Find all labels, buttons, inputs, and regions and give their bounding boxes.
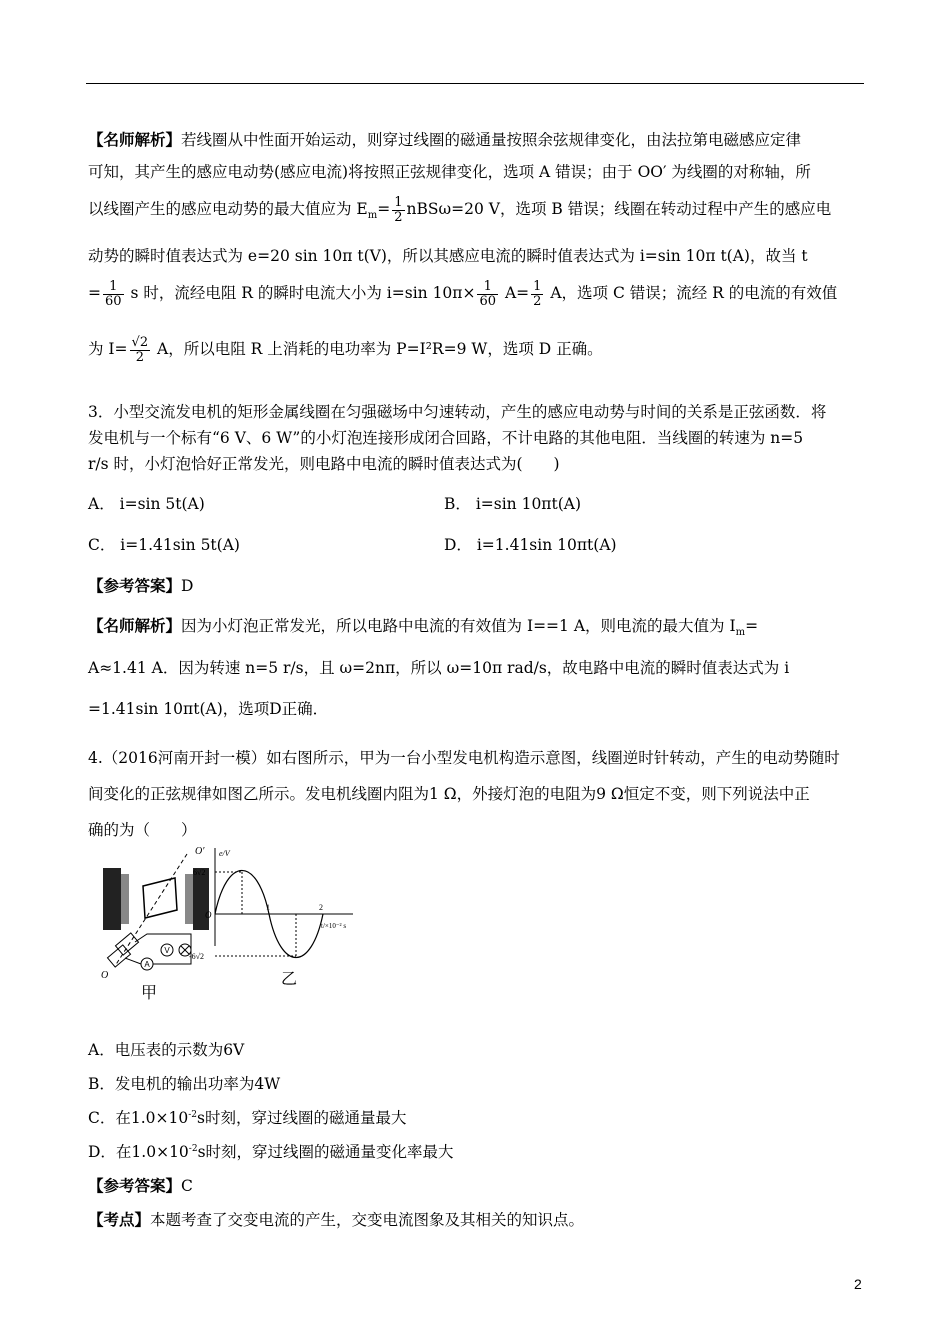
magnet-right [193,868,209,930]
magnet-left-pole [121,874,129,924]
denominator: 60 [105,293,122,309]
text: r/s 时，小灯泡恰好正常发光，则电路中电流的瞬时值表达式为( ) [88,455,560,473]
ammeter-label: A [144,960,150,969]
o-label: O [101,970,109,981]
text: 因为小灯泡正常发光，所以电路中电流的有效值为 I==1 A，则电流的最大值为 I [181,617,736,635]
q4-answer [88,1174,193,1196]
fraction [531,280,543,308]
q3-explain-line3 [88,697,328,719]
option-d: D． i=1.41sin 10πt(A) [444,536,617,554]
text: 确的为（ ） [88,821,197,839]
y-axis-label: e/V [219,849,230,858]
x-axis-label: t/×10⁻² s [321,922,347,930]
fraction [130,336,151,364]
text: nBSω=20 V，选项 B 错误；线圈在转动过程中产生的感应电 [406,200,832,219]
slip-ring [115,933,138,955]
subscript: m [367,210,378,222]
explain1-line3 [88,196,831,224]
q3-line2 [88,426,803,448]
text: 若线圈从中性面开始运动，则穿过线圈的磁通量按照余弦规律变化，由法拉第电磁感应定律 [181,131,802,149]
text: 为 I= [88,340,128,359]
explain1-line2 [88,160,811,182]
explain1-line5 [88,280,837,308]
q4-line1 [88,746,840,768]
denominator: 2 [394,209,403,225]
knowledge-heading: 【考点】 [88,1210,151,1229]
q4-option-c [88,1106,406,1128]
text: s时刻，穿过线圈的磁通量最大 [197,1109,407,1127]
option-a: A． i=sin 5t(A) [88,495,205,513]
y-max-label: 6√2 [193,868,206,877]
text: 以线圈产生的感应电动势的最大值应为 E [88,200,368,219]
text: A≈1.41 A．因为转速 n=5 r/s，且 ω=2nπ，所以 ω=10π rad/s，故电路中电流的瞬时值表达式为 i [88,659,790,677]
text: 可知，其产生的感应电动势(感应电流)将按照正弦规律变化，选项 A 错误；由于 OO′ 为线圈的对称轴，所 [88,163,811,181]
text: = [377,200,391,219]
o-prime-label: O′ [195,846,205,857]
text: A，所以电阻 R 上消耗的电功率为 P=I²R=9 W，选项 D 正确。 [152,340,603,359]
q3-options-ab [88,492,582,514]
answer-value: D [181,577,194,595]
denominator: 2 [135,349,144,365]
sine-graph [189,848,353,988]
numerator: √2 [131,335,149,350]
text: s时刻，穿过线圈的磁通量变化率最大 [197,1143,454,1161]
voltmeter-label: V [164,946,170,955]
q4-line3 [88,818,197,840]
text: D．在1.0×10 [88,1143,189,1161]
numerator: 1 [103,280,124,295]
numerator: 1 [533,279,542,294]
explain1-line1 [88,128,801,150]
origin-label: O [205,910,212,920]
text: 动势的瞬时值表达式为 e=20 sin 10π t(V)，所以其感应电流的瞬时值表达式为 i=sin 10π t(A)，故当 t [88,247,808,265]
explain1-line6 [88,336,603,364]
explain-heading: 【名师解析】 [88,130,182,149]
text: A．电压表的示数为6V [88,1041,245,1059]
answer-heading: 【参考答案】 [88,576,182,595]
q3-line1 [88,400,826,422]
explain1-line4 [88,244,808,266]
q4-option-a [88,1038,244,1060]
superscript: -2 [188,1143,198,1154]
x-tick-1: 1 [266,903,270,912]
slip-ring [107,945,130,967]
q4-knowledge-point [88,1208,584,1230]
denominator: 60 [479,293,497,309]
label-jia: 甲 [141,983,158,1002]
q3-answer [88,574,193,596]
text: B．发电机的输出功率为4W [88,1075,281,1093]
fraction [103,280,124,308]
text: A，选项 C 错误；流经 R 的电流的有效值 [545,284,838,303]
text: = [88,284,101,303]
text: 本题考查了交变电流的产生，交变电流图象及其相关的知识点。 [150,1211,585,1229]
text: 3．小型交流发电机的矩形金属线圈在匀强磁场中匀速转动，产生的感应电动势与时间的关系是正弦函数．将 [88,403,827,421]
magnet-right-pole [185,874,193,924]
text: =1.41sin 10πt(A)，选项D正确． [88,700,329,718]
label-yi: 乙 [281,969,298,988]
text: s 时，流经电阻 R 的瞬时电流大小为 i=sin 10π× [125,284,476,303]
q3-explain-line1 [88,614,758,638]
option-c: C． i=1.41sin 5t(A) [88,536,240,554]
q3-explain-line2 [88,656,789,678]
numerator: 1 [477,280,498,295]
q3-options-cd [88,533,617,555]
option-b: B． i=sin 10πt(A) [444,495,582,513]
text: = [745,617,759,635]
header-rule [86,83,864,84]
text: C．在1.0×10 [88,1109,189,1127]
y-min-label: -6√2 [189,952,205,961]
q4-option-b [88,1072,280,1094]
text: A= [500,284,530,303]
denominator: 2 [533,293,542,309]
text: 4.（2016河南开封一模）如右图所示，甲为一台小型发电机构造示意图，线圈逆时针转动，产生的电动势随时 [88,749,840,767]
text: 间变化的正弦规律如图乙所示。发电机线圈内阻为1 Ω，外接灯泡的电阻为9 Ω恒定不变，则下列说法中正 [88,785,810,803]
page-number: 2 [854,1276,862,1292]
answer-heading: 【参考答案】 [88,1176,182,1195]
fraction [477,280,498,308]
q3-line3 [88,452,560,474]
answer-value: C [181,1177,193,1195]
superscript: -2 [188,1109,198,1120]
magnet-left [103,868,121,930]
subscript: m [735,627,746,639]
fraction [392,196,404,224]
numerator: 1 [394,195,403,210]
text: 发电机与一个标有“6 V、6 W”的小灯泡连接形成闭合回路，不计电路的其他电阻．当线圈的转速为 n=5 [88,429,804,447]
x-tick-2: 2 [319,903,323,912]
q4-line2 [88,782,810,804]
generator-figure [95,846,360,1006]
q4-option-d [88,1140,454,1162]
coil [143,878,177,918]
explain-heading: 【名师解析】 [88,616,182,635]
